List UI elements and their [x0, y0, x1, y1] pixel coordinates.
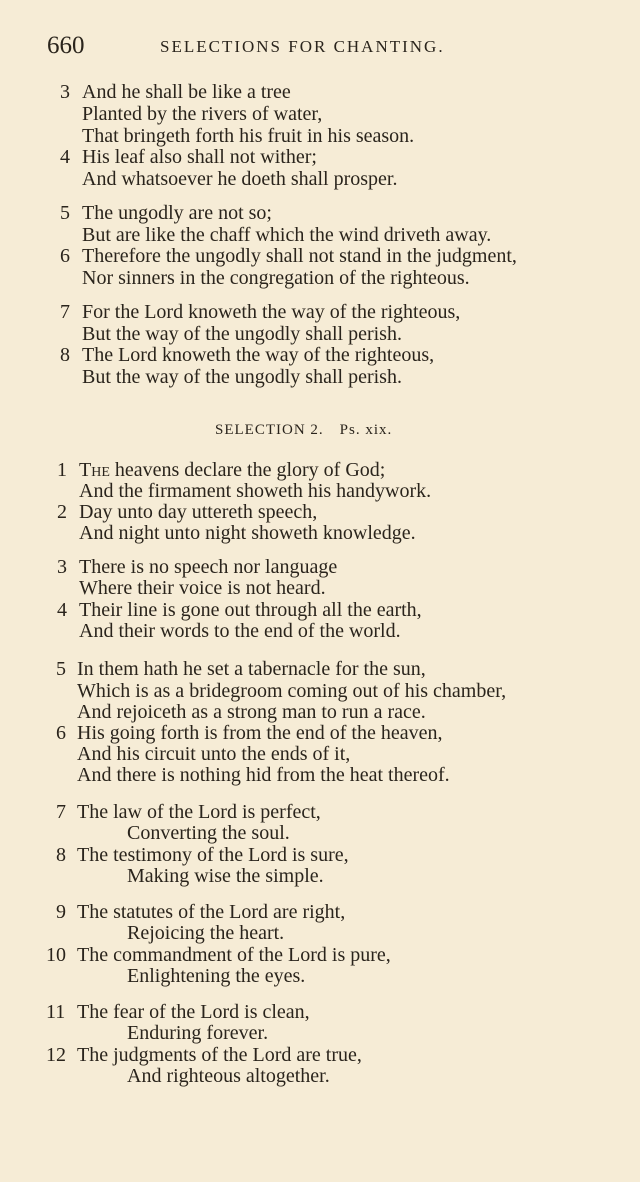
verse-number: 9: [56, 901, 66, 923]
page-header: [0, 0, 640, 70]
verse-number: 3: [57, 556, 67, 578]
verse-number: 6: [60, 245, 70, 267]
verse-line: And there is nothing hid from the heat thereof.: [77, 764, 450, 786]
verse-line: And rejoiceth as a strong man to run a race.: [77, 701, 426, 723]
verse-line: 11 The fear of the Lord is clean,: [46, 1001, 310, 1023]
verse-line: 3 There is no speech nor language: [57, 556, 338, 578]
verse-line: 7 For the Lord knoweth the way of the righteous,: [60, 301, 461, 323]
verse-number: 4: [60, 146, 70, 168]
selection-title: SELECTION 2.: [215, 422, 324, 438]
verse-line: Enduring forever.: [127, 1022, 269, 1044]
initial-word: The: [79, 459, 110, 481]
verse-number: 1: [57, 459, 67, 481]
running-head: SELECTIONS FOR CHANTING.: [160, 37, 445, 56]
verse-line: And their words to the end of the world.: [79, 620, 401, 642]
verse-line: 2 Day unto day uttereth speech,: [57, 501, 318, 523]
verse-number: 7: [60, 301, 70, 323]
page-number: 660: [47, 32, 85, 59]
verse-line: And the firmament showeth his handywork.: [79, 480, 432, 502]
verse-line: Where their voice is not heard.: [79, 577, 326, 599]
verse-line: Which is as a bridegroom coming out of his chamber,: [77, 680, 507, 702]
verse-line: 10 The commandment of the Lord is pure,: [46, 944, 391, 966]
verse-number: 12: [46, 1044, 66, 1066]
verse-number: 7: [56, 801, 66, 823]
verse-line: 5 In them hath he set a tabernacle for the sun,: [56, 658, 426, 680]
verse-line: Rejoicing the heart.: [127, 922, 285, 944]
verse-number: 5: [56, 658, 66, 680]
verse-line: Planted by the rivers of water,: [82, 103, 323, 125]
verse-line: 8 The Lord knoweth the way of the righteous,: [60, 344, 435, 366]
selection-heading: [215, 422, 392, 439]
verse-number: 8: [60, 344, 70, 366]
verse-number: 3: [60, 81, 70, 103]
verse-line: 4 Their line is gone out through all the earth,: [57, 599, 422, 621]
verse-line: Making wise the simple.: [127, 865, 324, 887]
verse-number: 4: [57, 599, 67, 621]
verse-line: 12 The judgments of the Lord are true,: [46, 1044, 362, 1066]
verse-number: 5: [60, 202, 70, 224]
verse-line: But the way of the ungodly shall perish.: [82, 323, 402, 345]
verse-line: 6 His going forth is from the end of the heaven,: [56, 722, 443, 744]
verse-number: 8: [56, 844, 66, 866]
verse-line: Converting the soul.: [127, 822, 290, 844]
verse-line: 6 Therefore the ungodly shall not stand in the judgment,: [60, 245, 517, 267]
verse-line: 3 And he shall be like a tree: [60, 81, 291, 103]
verse-line: Enlightening the eyes.: [127, 965, 306, 987]
verse-line: 1 The heavens declare the glory of God;: [57, 459, 386, 481]
verse-number: 2: [57, 501, 67, 523]
verse-line: Nor sinners in the congregation of the righteous.: [82, 267, 470, 289]
psalm-reference: Ps. xix.: [339, 422, 393, 438]
verse-line: And his circuit unto the ends of it,: [77, 743, 351, 765]
verse-line: But are like the chaff which the wind driveth away.: [82, 224, 492, 246]
verse-line: But the way of the ungodly shall perish.: [82, 366, 402, 388]
verse-line: 5 The ungodly are not so;: [60, 202, 272, 224]
verse-line: And night unto night showeth knowledge.: [79, 522, 416, 544]
verse-line: 7 The law of the Lord is perfect,: [56, 801, 321, 823]
verse-line: And whatsoever he doeth shall prosper.: [82, 168, 398, 190]
verse-line: 9 The statutes of the Lord are right,: [56, 901, 346, 923]
verse-number: 10: [46, 944, 66, 966]
verse-line: That bringeth forth his fruit in his season.: [82, 125, 415, 147]
verse-line: And righteous altogether.: [127, 1065, 330, 1087]
verse-line: 8 The testimony of the Lord is sure,: [56, 844, 349, 866]
verse-number: 11: [46, 1001, 66, 1023]
verse-line: 4 His leaf also shall not wither;: [60, 146, 317, 168]
verse-number: 6: [56, 722, 66, 744]
